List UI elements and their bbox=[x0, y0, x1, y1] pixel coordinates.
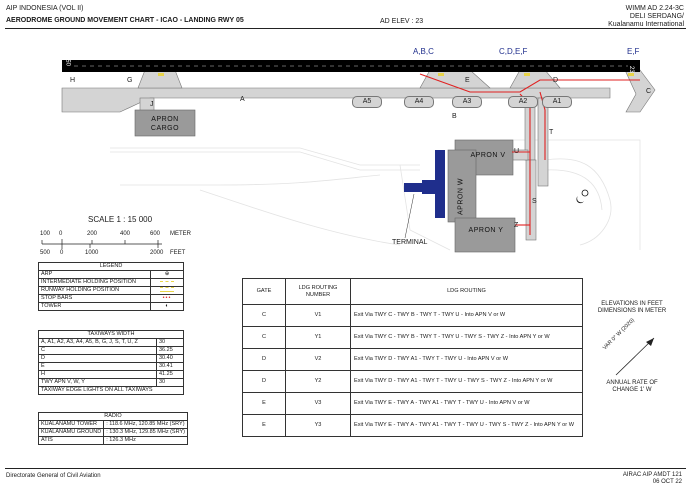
routing-header-route: LDG ROUTING bbox=[351, 279, 583, 305]
radio-frequency: : 118.6 MHz, 120.85 MHz (SRY) bbox=[104, 421, 188, 429]
legend-row bbox=[39, 279, 184, 287]
radio-row bbox=[39, 437, 188, 445]
routing-route: Exit Via TWY C - TWY B - TWY T - TWY U - Into APN V or W bbox=[351, 305, 583, 327]
taxiway-a-label: A bbox=[240, 96, 245, 103]
scale-bar bbox=[40, 238, 170, 250]
legend-row bbox=[39, 287, 184, 295]
taxiway-width-name: C bbox=[39, 347, 157, 355]
scale-feet-tick-500: 500 bbox=[40, 250, 51, 256]
taxiway-width-name: H bbox=[39, 371, 157, 379]
aerodrome-map bbox=[0, 30, 690, 266]
taxiway-width-name: D bbox=[39, 355, 157, 363]
taxiway-width-row bbox=[39, 363, 184, 371]
radio-station: KUALANAMU TOWER bbox=[39, 421, 104, 429]
legend-label: STOP BARS bbox=[39, 295, 151, 303]
taxiway-j-label: J bbox=[150, 101, 154, 108]
scale-meter-tick-200: 200 bbox=[87, 231, 98, 237]
routing-header-gate: GATE bbox=[243, 279, 286, 305]
routing-number: Y2 bbox=[286, 371, 351, 393]
routing-gate: D bbox=[243, 349, 286, 371]
legend-row bbox=[39, 271, 184, 279]
terminal-label: TERMINAL bbox=[392, 239, 428, 246]
taxiway-a2-label: A2 bbox=[508, 96, 538, 108]
taxiway-edge-lights-note: TAXIWAY EDGE LIGHTS ON ALL TAXIWAYS bbox=[39, 387, 184, 395]
routing-number: Y1 bbox=[286, 327, 351, 349]
taxiway-b-label: B bbox=[452, 113, 457, 120]
scale-feet-tick-1000: 1000 bbox=[85, 250, 99, 256]
elevations-note: ELEVATIONS IN FEET DIMENSIONS IN METER bbox=[597, 301, 667, 314]
taxiway-width-name: E bbox=[39, 363, 157, 371]
routing-row bbox=[243, 305, 583, 327]
taxiway-s-label: S bbox=[532, 198, 537, 205]
apron-v-label: APRON V bbox=[470, 152, 506, 159]
scale-feet-tick-2000: 2000 bbox=[150, 250, 164, 256]
legend-label: ARP bbox=[39, 271, 151, 279]
taxiway-width-value: 30.40 bbox=[157, 355, 184, 363]
scale-meter-unit: METER bbox=[170, 231, 191, 237]
routing-row bbox=[243, 371, 583, 393]
taxiway-width-value: 30.41 bbox=[157, 363, 184, 371]
routing-route: Exit Via TWY D - TWY A1 - TWY T - TWY U - Into APN V or W bbox=[351, 349, 583, 371]
taxiway-t-east bbox=[538, 98, 548, 186]
apron-cargo-label: APRON CARGO bbox=[150, 116, 180, 132]
arp-icon: ⊕ bbox=[164, 271, 170, 277]
taxiway-g-link bbox=[138, 70, 182, 88]
magnetic-variation: VAR 0° W (2020) bbox=[602, 317, 636, 352]
runway-entry-abc-label: A,B,C bbox=[413, 47, 434, 56]
doc-title: AIP INDONESIA (VOL II) bbox=[6, 5, 84, 12]
scale-feet-unit: FEET bbox=[170, 250, 186, 256]
aerodrome-name: Kualanamu International bbox=[608, 21, 684, 28]
intermediate-holding-icon bbox=[160, 281, 174, 282]
chart-title: AERODROME GROUND MOVEMENT CHART - ICAO - LANDING RWY 05 bbox=[6, 17, 244, 24]
aerodrome-location: DELI SERDANG/ bbox=[629, 13, 684, 20]
routing-row bbox=[243, 327, 583, 349]
radio-frequency: : 130.3 MHz, 129.85 MHz (SRY) bbox=[104, 429, 188, 437]
taxiway-width-table bbox=[38, 330, 184, 395]
apron-w-label: APRON W bbox=[457, 178, 465, 215]
taxiway-t-label: T bbox=[549, 129, 554, 136]
taxiway-a4-label: A4 bbox=[404, 96, 434, 108]
footer-authority: Directorate General of Civil Aviation bbox=[6, 473, 101, 479]
routing-number: V3 bbox=[286, 393, 351, 415]
legend-title: LEGEND bbox=[39, 263, 184, 271]
taxiway-width-row bbox=[39, 379, 184, 387]
taxiway-e-link bbox=[420, 70, 490, 88]
radio-frequency: : 126.3 MHz bbox=[104, 437, 188, 445]
footer-amendment: AIRAC AIP AMDT 121 bbox=[622, 472, 682, 478]
legend-table bbox=[38, 262, 184, 311]
routing-gate: D bbox=[243, 371, 286, 393]
legend-label: INTERMEDIATE HOLDING POSITION bbox=[39, 279, 151, 287]
legend-label: TOWER bbox=[39, 303, 151, 311]
taxiway-width-row bbox=[39, 371, 184, 379]
runway-holding-icon bbox=[160, 287, 174, 292]
taxiway-z-label: Z bbox=[514, 222, 519, 229]
taxiway-e-label: E bbox=[465, 77, 470, 84]
scale-title: SCALE 1 : 15 000 bbox=[88, 215, 153, 224]
stop-bars-icon: ••• bbox=[162, 295, 172, 301]
taxiway-width-value: 30 bbox=[157, 339, 184, 347]
radio-table bbox=[38, 412, 188, 445]
taxiway-width-title: TAXIWAYS WIDTH bbox=[39, 331, 184, 339]
routing-route: Exit Via TWY E - TWY A - TWY A1 - TWY T - TWY U - Into APN V or W bbox=[351, 393, 583, 415]
taxiway-width-name: TWY APN V, W, Y bbox=[39, 379, 157, 387]
scale-meter-tick-0: 0 bbox=[59, 231, 63, 237]
routing-route: Exit Via TWY C - TWY B - TWY T - TWY U - TWY S - TWY Z - Into APN Y or W bbox=[351, 327, 583, 349]
chart-id: WIMM AD 2.24-3C bbox=[625, 5, 684, 12]
taxiway-u-label: U bbox=[514, 148, 520, 155]
scale-meter-tick-400: 400 bbox=[120, 231, 131, 237]
taxiway-width-name: A, A1, A2, A3, A4, A5, B, G, J, S, T, U, Z bbox=[39, 339, 157, 347]
footer-date: 06 OCT 22 bbox=[652, 479, 682, 485]
taxiway-width-value: 30 bbox=[157, 379, 184, 387]
taxiway-c-label: C bbox=[646, 88, 652, 95]
routing-number: Y3 bbox=[286, 415, 351, 437]
taxiway-width-value: 36.25 bbox=[157, 347, 184, 355]
runway-end-05: 05 bbox=[67, 59, 73, 66]
taxiway-a5-label: A5 bbox=[352, 96, 382, 108]
arp-symbol bbox=[582, 190, 588, 196]
footer-rule bbox=[5, 468, 686, 469]
tower-symbol bbox=[576, 196, 584, 203]
runway-entry-cdef-label: C,D,E,F bbox=[499, 47, 528, 56]
routing-header-row bbox=[243, 279, 583, 305]
radio-title: RADIO bbox=[39, 413, 188, 421]
scale-meter-tick-100: 100 bbox=[40, 231, 51, 237]
scale-feet-tick-0: 0 bbox=[60, 250, 64, 256]
apron-y-label: APRON Y bbox=[468, 227, 504, 234]
header-rule bbox=[5, 28, 686, 29]
routing-number: V2 bbox=[286, 349, 351, 371]
taxiway-g-label: G bbox=[127, 77, 133, 84]
routing-route: Exit Via TWY D - TWY A1 - TWY T - TWY U - TWY S - TWY Z - Into APN Y or W bbox=[351, 371, 583, 393]
routing-row bbox=[243, 349, 583, 371]
holding-position-marks bbox=[158, 73, 634, 76]
taxiway-width-row bbox=[39, 355, 184, 363]
tower-icon: ◐ bbox=[165, 303, 169, 309]
legend-row bbox=[39, 295, 184, 303]
legend-label: RUNWAY HOLDING POSITION bbox=[39, 287, 151, 295]
routing-gate: C bbox=[243, 327, 286, 349]
radio-row bbox=[39, 421, 188, 429]
landing-routing-table bbox=[242, 278, 583, 437]
runway-end-23: 23 bbox=[628, 66, 634, 73]
taxiway-width-value: 41.25 bbox=[157, 371, 184, 379]
taxiway-h-label: H bbox=[70, 77, 76, 84]
routing-gate: E bbox=[243, 393, 286, 415]
radio-station: KUALANAMU GROUND bbox=[39, 429, 104, 437]
routing-row bbox=[243, 393, 583, 415]
routing-gate: E bbox=[243, 415, 286, 437]
routing-gate: C bbox=[243, 305, 286, 327]
terminal-building bbox=[404, 150, 445, 218]
taxiway-width-row bbox=[39, 339, 184, 347]
routing-route: Exit Via TWY E - TWY A - TWY A1 - TWY T - TWY U - TWY S - TWY Z - Into APN Y or W bbox=[351, 415, 583, 437]
aerodrome-elevation: AD ELEV : 23 bbox=[380, 18, 424, 25]
routing-header-number: LDG ROUTING NUMBER bbox=[286, 279, 351, 305]
scale-meter-tick-600: 600 bbox=[150, 231, 161, 237]
legend-row bbox=[39, 303, 184, 311]
taxiway-d-label: D bbox=[553, 77, 559, 84]
radio-row bbox=[39, 429, 188, 437]
taxiway-a1-label: A1 bbox=[542, 96, 572, 108]
radio-station: ATIS bbox=[39, 437, 104, 445]
routing-row bbox=[243, 415, 583, 437]
taxiway-a3-label: A3 bbox=[452, 96, 482, 108]
routing-number: V1 bbox=[286, 305, 351, 327]
runway-entry-ef-label: E,F bbox=[627, 47, 640, 56]
annual-rate-note: ANNUAL RATE OF CHANGE 1' W bbox=[606, 380, 658, 393]
taxiway-width-row bbox=[39, 347, 184, 355]
